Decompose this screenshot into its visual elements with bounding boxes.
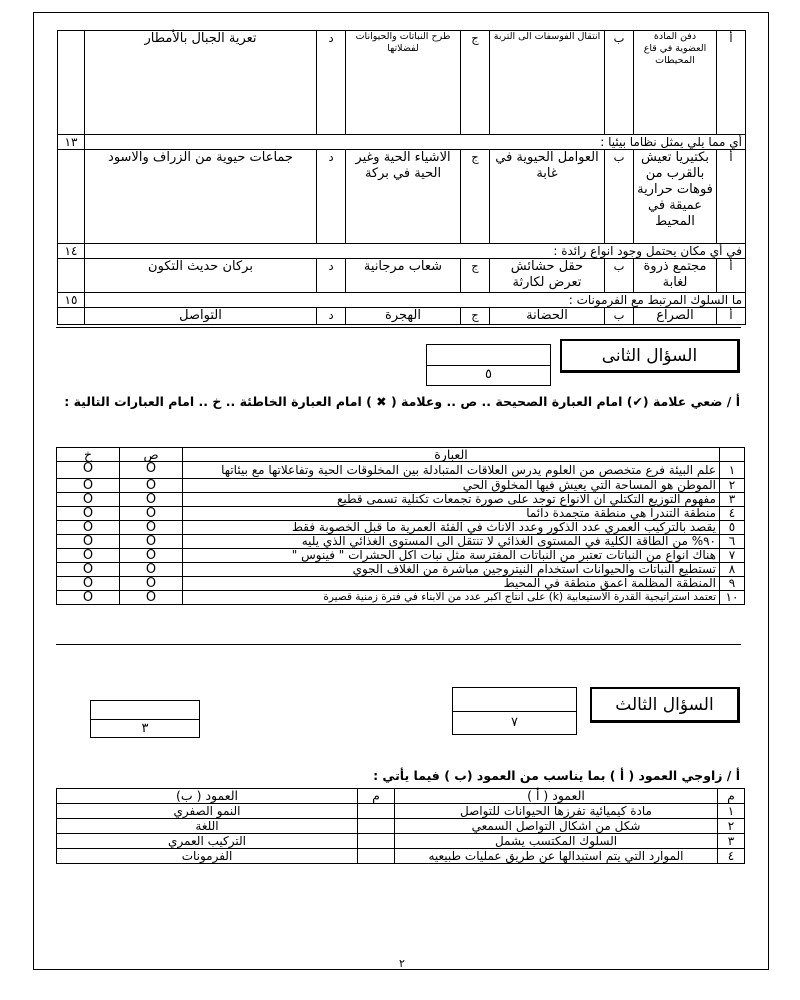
match-header-num-b: م	[358, 789, 395, 804]
match-row	[57, 819, 745, 834]
tf-row	[57, 521, 745, 535]
false-circle[interactable]: O	[57, 591, 120, 605]
true-circle[interactable]: O	[120, 507, 183, 521]
option-letter: أ	[717, 259, 746, 293]
option-letter: أ	[717, 308, 746, 325]
section-divider	[56, 327, 741, 328]
match-answer-cell[interactable]	[358, 819, 395, 834]
empty-num-cell	[58, 150, 85, 244]
tf-row-number: ٢	[720, 479, 745, 493]
tf-row-number: ٤	[720, 507, 745, 521]
question-3-score-box	[452, 687, 577, 735]
false-circle[interactable]: O	[57, 493, 120, 507]
question-number: ١٤	[58, 244, 85, 259]
matching-table	[56, 788, 745, 864]
option-b: انتقال الفوسفات الى التربة	[490, 31, 605, 135]
part-b-score-box	[90, 700, 200, 738]
option-d: تعرية الجبال بالأمطار	[85, 31, 317, 135]
question-text: ما السلوك المرتبط مع الفرمونات :	[85, 293, 746, 308]
false-circle[interactable]: O	[57, 507, 120, 521]
tf-row	[57, 563, 745, 577]
option-letter: ج	[461, 31, 490, 135]
option-c: الهجرة	[346, 308, 461, 325]
options-row	[58, 308, 746, 325]
option-a: بكتيريا تعيش بالقرب من فوهات حرارية عميقة في المحيط	[634, 150, 717, 244]
true-circle[interactable]: O	[120, 535, 183, 549]
match-row-number: ٢	[718, 819, 745, 834]
tf-row	[57, 591, 745, 605]
tf-row-number: ١٠	[720, 591, 745, 605]
match-row	[57, 849, 745, 864]
option-c: الاشياء الحية وغير الحية في بركة	[346, 150, 461, 244]
true-false-table	[56, 447, 745, 605]
question-row	[58, 244, 746, 259]
match-header-col-b: العمود ( ب)	[57, 789, 358, 804]
tf-statement: ٩٠% من الطاقة الكلية في المستوى الغذائي لا تنتقل الى المستوى الغذائي الذي يليه	[183, 535, 720, 549]
tf-header-row	[57, 448, 745, 462]
question-2-score: ٥	[485, 367, 492, 382]
match-answer-cell[interactable]	[358, 834, 395, 849]
mcq-row-12-options	[58, 31, 746, 135]
tf-statement: يقصد بالتركيب العمري عدد الذكور وعدد الاناث في الفئة العمرية ما قبل الخصوبة فقط	[183, 521, 720, 535]
match-row-number: ١	[718, 804, 745, 819]
tf-header-statement: العبارة	[183, 448, 720, 462]
match-col-b-item: النمو الصفري	[57, 804, 358, 819]
false-circle[interactable]: O	[57, 521, 120, 535]
tf-statement: علم البيئة فرع متخصص من العلوم يدرس العلاقات المتبادلة بين المخلوقات الحية وتفاعلاتها مع بيئاتها	[183, 462, 720, 479]
tf-row-number: ٥	[720, 521, 745, 535]
true-circle[interactable]: O	[120, 521, 183, 535]
question-text: في أي مكان يحتمل وجود انواع رائدة :	[85, 244, 746, 259]
option-letter: ب	[605, 259, 634, 293]
page-number: ٢	[399, 957, 405, 970]
tf-statement: هناك انواع من النباتات تعتبر من النباتات المفترسة مثل نبات آكل الحشرات " فينوس "	[183, 549, 720, 563]
tf-statement: تعتمد استراتيجية القدرة الاستيعابية (k) على انتاج اكبر عدد من الابناء في فترة زمنية قصيرة	[183, 591, 720, 605]
tf-header-num	[720, 448, 745, 462]
question-3-instruction: أ / زاوجي العمود ( أ ) بما يناسب من العمود (ب ) فيما يأتي :	[373, 768, 740, 783]
true-circle[interactable]: O	[120, 549, 183, 563]
option-d: التواصل	[85, 308, 317, 325]
option-letter: أ	[717, 150, 746, 244]
match-col-a-item: شكل من اشكال التواصل السمعي	[395, 819, 718, 834]
tf-row	[57, 549, 745, 563]
empty-num-cell	[58, 31, 85, 135]
question-3-score: ٧	[511, 715, 518, 730]
false-circle[interactable]: O	[57, 535, 120, 549]
option-b: الحضانة	[490, 308, 605, 325]
tf-row-number: ٦	[720, 535, 745, 549]
empty-num-cell	[58, 259, 85, 293]
option-a: دفن المادة العضوية في قاع المحيطات	[634, 31, 717, 135]
tf-header-false: خ	[57, 448, 120, 462]
option-c: شعاب مرجانية	[346, 259, 461, 293]
tf-statement: تستطيع النباتات والحيوانات استخدام النيتروجين مباشرة من الغلاف الجوي	[183, 563, 720, 577]
option-letter: د	[317, 31, 346, 135]
match-col-b-item: الفرمونات	[57, 849, 358, 864]
false-circle[interactable]: O	[57, 549, 120, 563]
true-circle[interactable]: O	[120, 577, 183, 591]
tf-statement: المنطقة المظلمة اعمق منطقة في المحيط	[183, 577, 720, 591]
tf-statement: منطقة التندرا هي منطقة متجمدة دائما	[183, 507, 720, 521]
question-3-title: السؤال الثالث	[590, 687, 740, 723]
tf-row	[57, 493, 745, 507]
match-header-num-a: م	[718, 789, 745, 804]
tf-row	[57, 462, 745, 479]
question-number: ١٣	[58, 135, 85, 150]
option-letter: د	[317, 259, 346, 293]
tf-row	[57, 577, 745, 591]
option-a: مجتمع ذروة لغابة	[634, 259, 717, 293]
question-number: ١٥	[58, 293, 85, 308]
option-c: طرح النباتات والحيوانات لفضلاتها	[346, 31, 461, 135]
option-letter: ب	[605, 308, 634, 325]
question-2-score-box	[426, 344, 551, 386]
match-col-a-item: الموارد التي يتم استبدالها عن طريق عمليات طبيعيه	[395, 849, 718, 864]
tf-row-number: ٣	[720, 493, 745, 507]
option-b: حقل حشائش تعرض لكارثة	[490, 259, 605, 293]
option-letter: ج	[461, 150, 490, 244]
option-d: جماعات حيوية من الزراف والاسود	[85, 150, 317, 244]
tf-header-true: ص	[120, 448, 183, 462]
false-circle[interactable]: O	[57, 462, 120, 479]
tf-row-number: ١	[720, 462, 745, 479]
match-header-col-a: العمود ( أ )	[395, 789, 718, 804]
false-circle[interactable]: O	[57, 577, 120, 591]
option-letter: ج	[461, 308, 490, 325]
match-col-a-item: مادة كيميائية تفرزها الحيوانات للتواصل	[395, 804, 718, 819]
true-circle[interactable]: O	[120, 493, 183, 507]
section-divider	[56, 644, 741, 645]
tf-statement: الموطن هو المساحة التي يعيش فيها المخلوق الحي	[183, 479, 720, 493]
true-circle[interactable]: O	[120, 591, 183, 605]
option-b: العوامل الحيوية في غابة	[490, 150, 605, 244]
false-circle[interactable]: O	[57, 563, 120, 577]
match-row	[57, 834, 745, 849]
true-circle[interactable]: O	[120, 563, 183, 577]
part-b-score: ٣	[141, 721, 149, 736]
option-letter: ب	[605, 31, 634, 135]
option-letter: د	[317, 150, 346, 244]
match-col-a-item: السلوك المكتسب يشمل	[395, 834, 718, 849]
question-row	[58, 135, 746, 150]
true-circle[interactable]: O	[120, 462, 183, 479]
tf-row	[57, 479, 745, 493]
tf-row	[57, 507, 745, 521]
option-letter: د	[317, 308, 346, 325]
option-letter: ب	[605, 150, 634, 244]
match-col-b-item: التركيب العمري	[57, 834, 358, 849]
match-row-number: ٣	[718, 834, 745, 849]
options-row	[58, 259, 746, 293]
match-answer-cell[interactable]	[358, 849, 395, 864]
option-letter: أ	[717, 31, 746, 135]
option-d: بركان حديث التكون	[85, 259, 317, 293]
match-row-number: ٤	[718, 849, 745, 864]
tf-row-number: ٧	[720, 549, 745, 563]
empty-num-cell	[58, 308, 85, 325]
match-answer-cell[interactable]	[358, 804, 395, 819]
question-2-instruction: أ / ضعي علامة (✔) امام العبارة الصحيحة .. ص .. وعلامة ( ✖ ) امام العبارة الخاطئة .. خ .. امام العبارات التالية :	[64, 394, 740, 409]
tf-row-number: ٨	[720, 563, 745, 577]
tf-row	[57, 535, 745, 549]
mcq-table	[57, 30, 746, 325]
tf-statement: مفهوم التوزيع التكتلي ان الانواع توجد على صورة تجمعات تكتلية تسمى قطيع	[183, 493, 720, 507]
question-text: أي مما يلي يمثل نظاما بيئيا :	[85, 135, 746, 150]
question-row	[58, 293, 746, 308]
option-letter: ج	[461, 259, 490, 293]
match-row	[57, 804, 745, 819]
match-col-b-item: اللغة	[57, 819, 358, 834]
match-header-row	[57, 789, 745, 804]
false-circle[interactable]: O	[57, 479, 120, 493]
tf-row-number: ٩	[720, 577, 745, 591]
question-2-title: السؤال الثانى	[560, 339, 740, 373]
option-a: الصراع	[634, 308, 717, 325]
options-row	[58, 150, 746, 244]
true-circle[interactable]: O	[120, 479, 183, 493]
